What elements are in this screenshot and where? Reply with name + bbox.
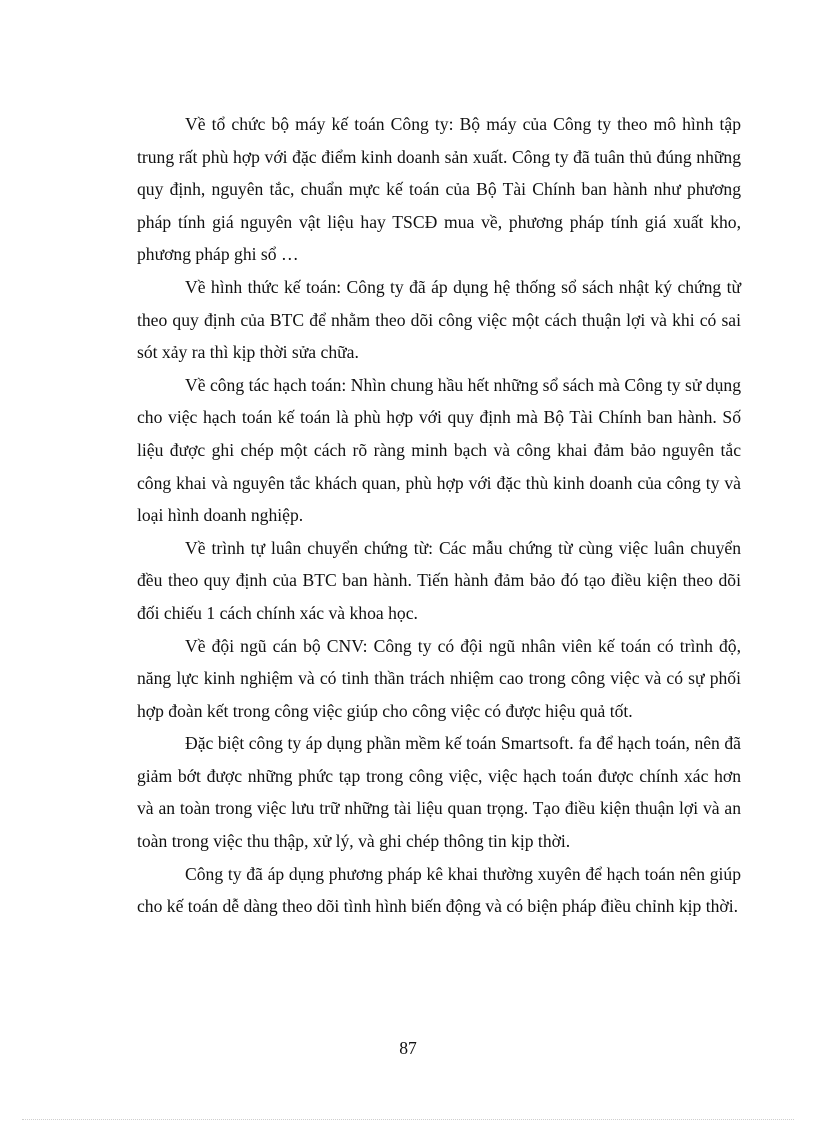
paragraph-software: Đặc biệt công ty áp dụng phần mềm kế toán Smartsoft. fa để hạch toán, nên đã giảm bớt được những phức tạp trong công việc, việc hạch toán được chính xác hơn và an toàn trong việc lưu trữ những tài liệu quan trọng. Tạo điều kiện thuận lợi và an toàn trong việc thu thập, xử lý, và ghi chép thông tin kịp thời.	[137, 733, 741, 852]
paragraph-accounting-form: Về hình thức kế toán: Công ty đã áp dụng hệ thống sổ sách nhật ký chứng từ theo quy định của BTC để nhằm theo dõi công việc một cách thuận lợi và khi có sai sót xảy ra thì kịp thời sửa chữa.	[137, 276, 741, 363]
paragraph-document-flow: Về trình tự luân chuyển chứng từ: Các mẫu chứng từ cùng việc luân chuyển đều theo quy định của BTC ban hành. Tiến hành đảm bảo đó tạo điều kiện theo dõi đối chiếu 1 cách chính xác và khoa học.	[137, 537, 741, 623]
page-number: 87	[399, 1038, 417, 1058]
paragraph-inventory-method: Công ty đã áp dụng phương pháp kê khai thường xuyên để hạch toán nên giúp cho kế toán dễ dàng theo dõi tình hình biến động và có biện pháp điều chỉnh kịp thời.	[137, 863, 741, 917]
body-text	[137, 108, 741, 923]
paragraph-accounting-work: Về công tác hạch toán: Nhìn chung hầu hết những sổ sách mà Công ty sử dụng cho việc hạch toán kế toán là phù hợp với quy định mà Bộ Tài Chính ban hành. Số liệu được ghi chép một cách rõ ràng minh bạch và công khai đảm bảo nguyên tắc công khai và nguyên tắc khách quan, phù hợp với đặc thù kinh doanh của công ty và loại hình doanh nghiệp.	[137, 374, 741, 526]
paragraph-accounting-organization: Về tổ chức bộ máy kế toán Công ty: Bộ máy của Công ty theo mô hình tập trung rất phù hợp với đặc điểm kinh doanh sản xuất. Công ty đã tuân thủ đúng những quy định, nguyên tắc, chuẩn mực kế toán của Bộ Tài Chính ban hành như phương pháp tính giá nguyên vật liệu hay TSCĐ mua về, phương pháp tính giá xuất kho, phương pháp ghi sổ …	[137, 114, 741, 265]
footer-divider	[22, 1119, 794, 1120]
paragraph-staff: Về đội ngũ cán bộ CNV: Công ty có đội ngũ nhân viên kế toán có trình độ, năng lực kinh nghiệm và có tinh thần trách nhiệm cao trong công việc và có sự phối hợp đoàn kết trong công việc giúp cho công việc có được hiệu quả tốt.	[137, 635, 741, 721]
